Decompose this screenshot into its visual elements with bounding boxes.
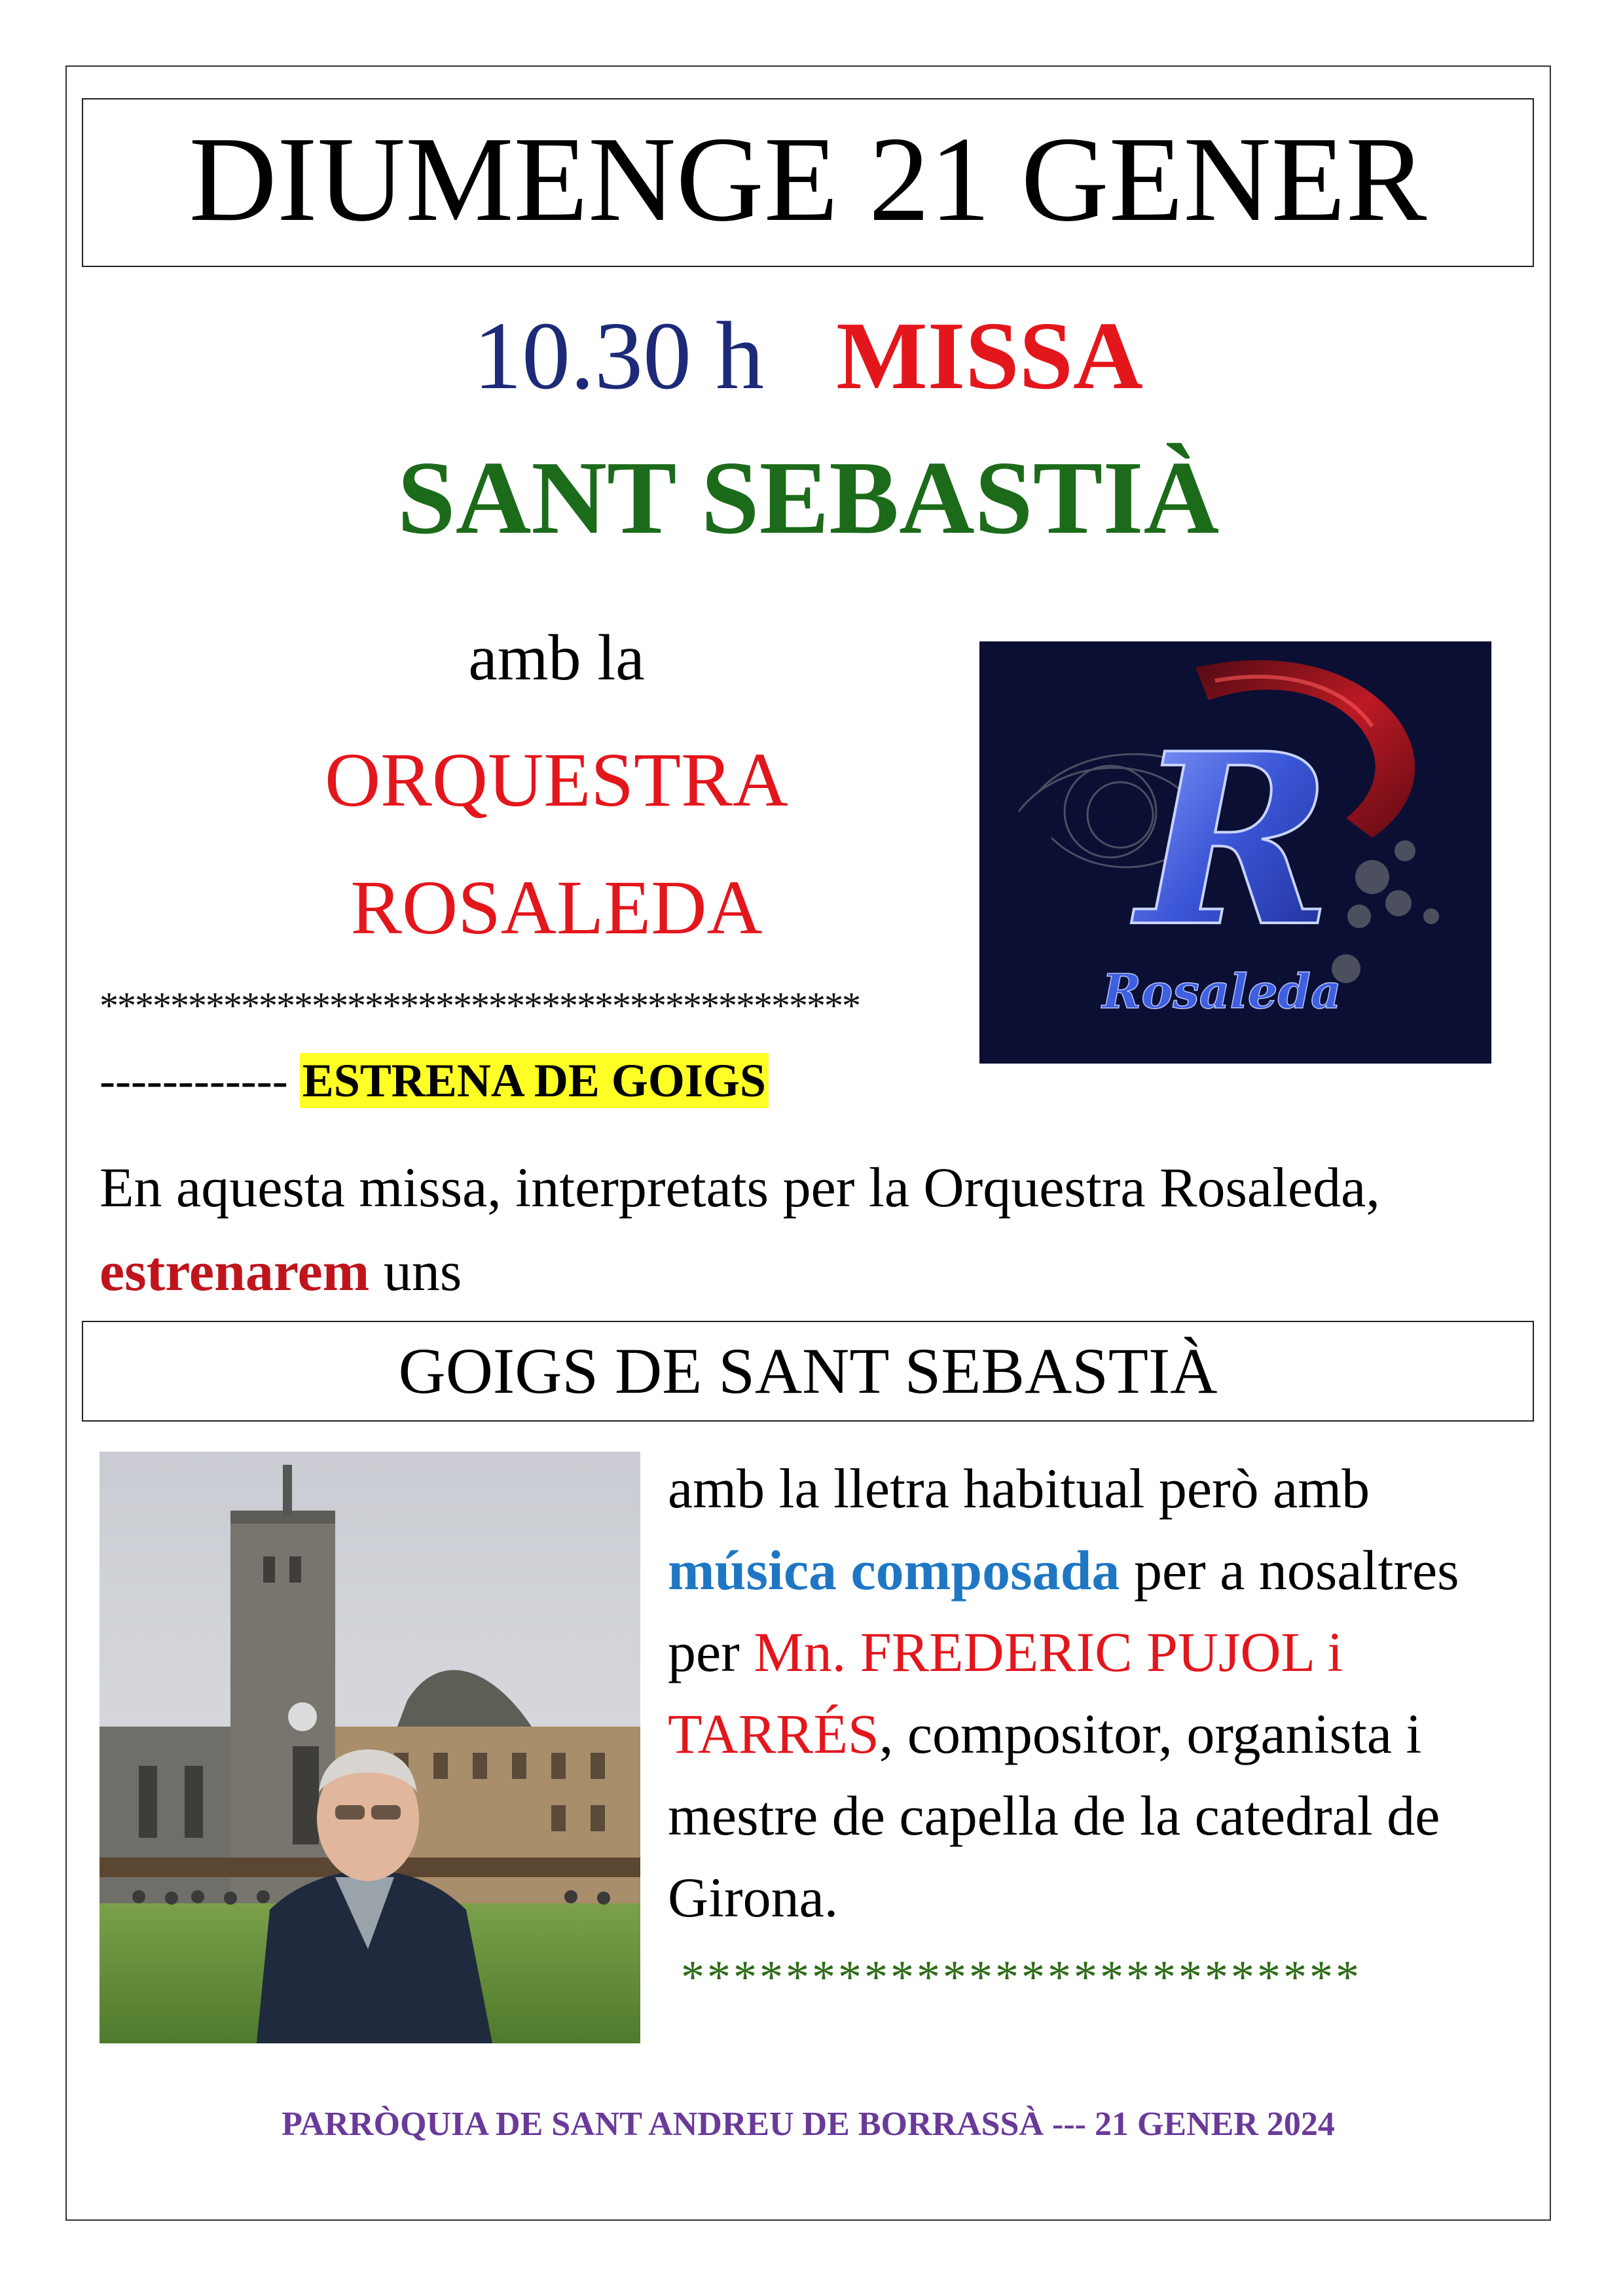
rosaleda-logo <box>979 641 1491 1064</box>
description-text-1: amb la lletra habitual però amb <box>668 1457 1370 1520</box>
intro-text-1: En aquesta missa, interpretats per la Orquestra Rosaleda, <box>100 1156 1380 1219</box>
footer-parish: PARRÒQUIA DE SANT ANDREU DE BORRASSÀ --- 21 GENER 2024 <box>282 2106 1335 2143</box>
estrena-line <box>100 1054 769 1107</box>
saint-name: SANT SEBASTIÀ <box>397 439 1220 556</box>
intro-paragraph <box>100 1145 1507 1313</box>
orchestra-line-1: ORQUESTRA <box>324 737 789 823</box>
intro-text-2: uns <box>383 1240 462 1302</box>
logo-name: Rosaleda <box>1102 963 1341 1019</box>
mass-label: MISSA <box>836 302 1143 410</box>
description-text-3: , compositor, organista i mestre de capella de la catedral de Girona. <box>668 1702 1440 1929</box>
composer-name: Mn. FREDERIC PUJOL i TARRÉS <box>668 1621 1343 1765</box>
composer-photo-graphic <box>100 1452 640 2043</box>
description-text-2: per a nosaltres per <box>668 1539 1459 1683</box>
page-title: DIUMENGE 21 GENER <box>189 112 1427 247</box>
title-box <box>82 98 1534 267</box>
closing-stars: ************************** <box>681 1951 1362 2003</box>
estrena-dashes: ------------ <box>100 1054 288 1107</box>
time-line <box>65 302 1551 410</box>
estrena-label: ESTRENA DE GOIGS <box>300 1053 769 1108</box>
goigs-title-box <box>82 1321 1534 1422</box>
star-separator: ******************************************* <box>100 984 860 1027</box>
logo-letter: R <box>1137 702 1333 978</box>
description-paragraph <box>668 1448 1539 1939</box>
description-music: música composada <box>668 1539 1120 1602</box>
with-text: amb la <box>468 621 645 694</box>
orchestra-line-2: ROSALEDA <box>350 865 763 950</box>
rosaleda-logo-graphic <box>979 641 1491 1064</box>
intro-highlight: estrenarem <box>100 1240 370 1302</box>
composer-photo <box>100 1452 640 2043</box>
mass-time: 10.30 h <box>473 302 765 410</box>
goigs-title: GOIGS DE SANT SEBASTIÀ <box>398 1335 1218 1407</box>
